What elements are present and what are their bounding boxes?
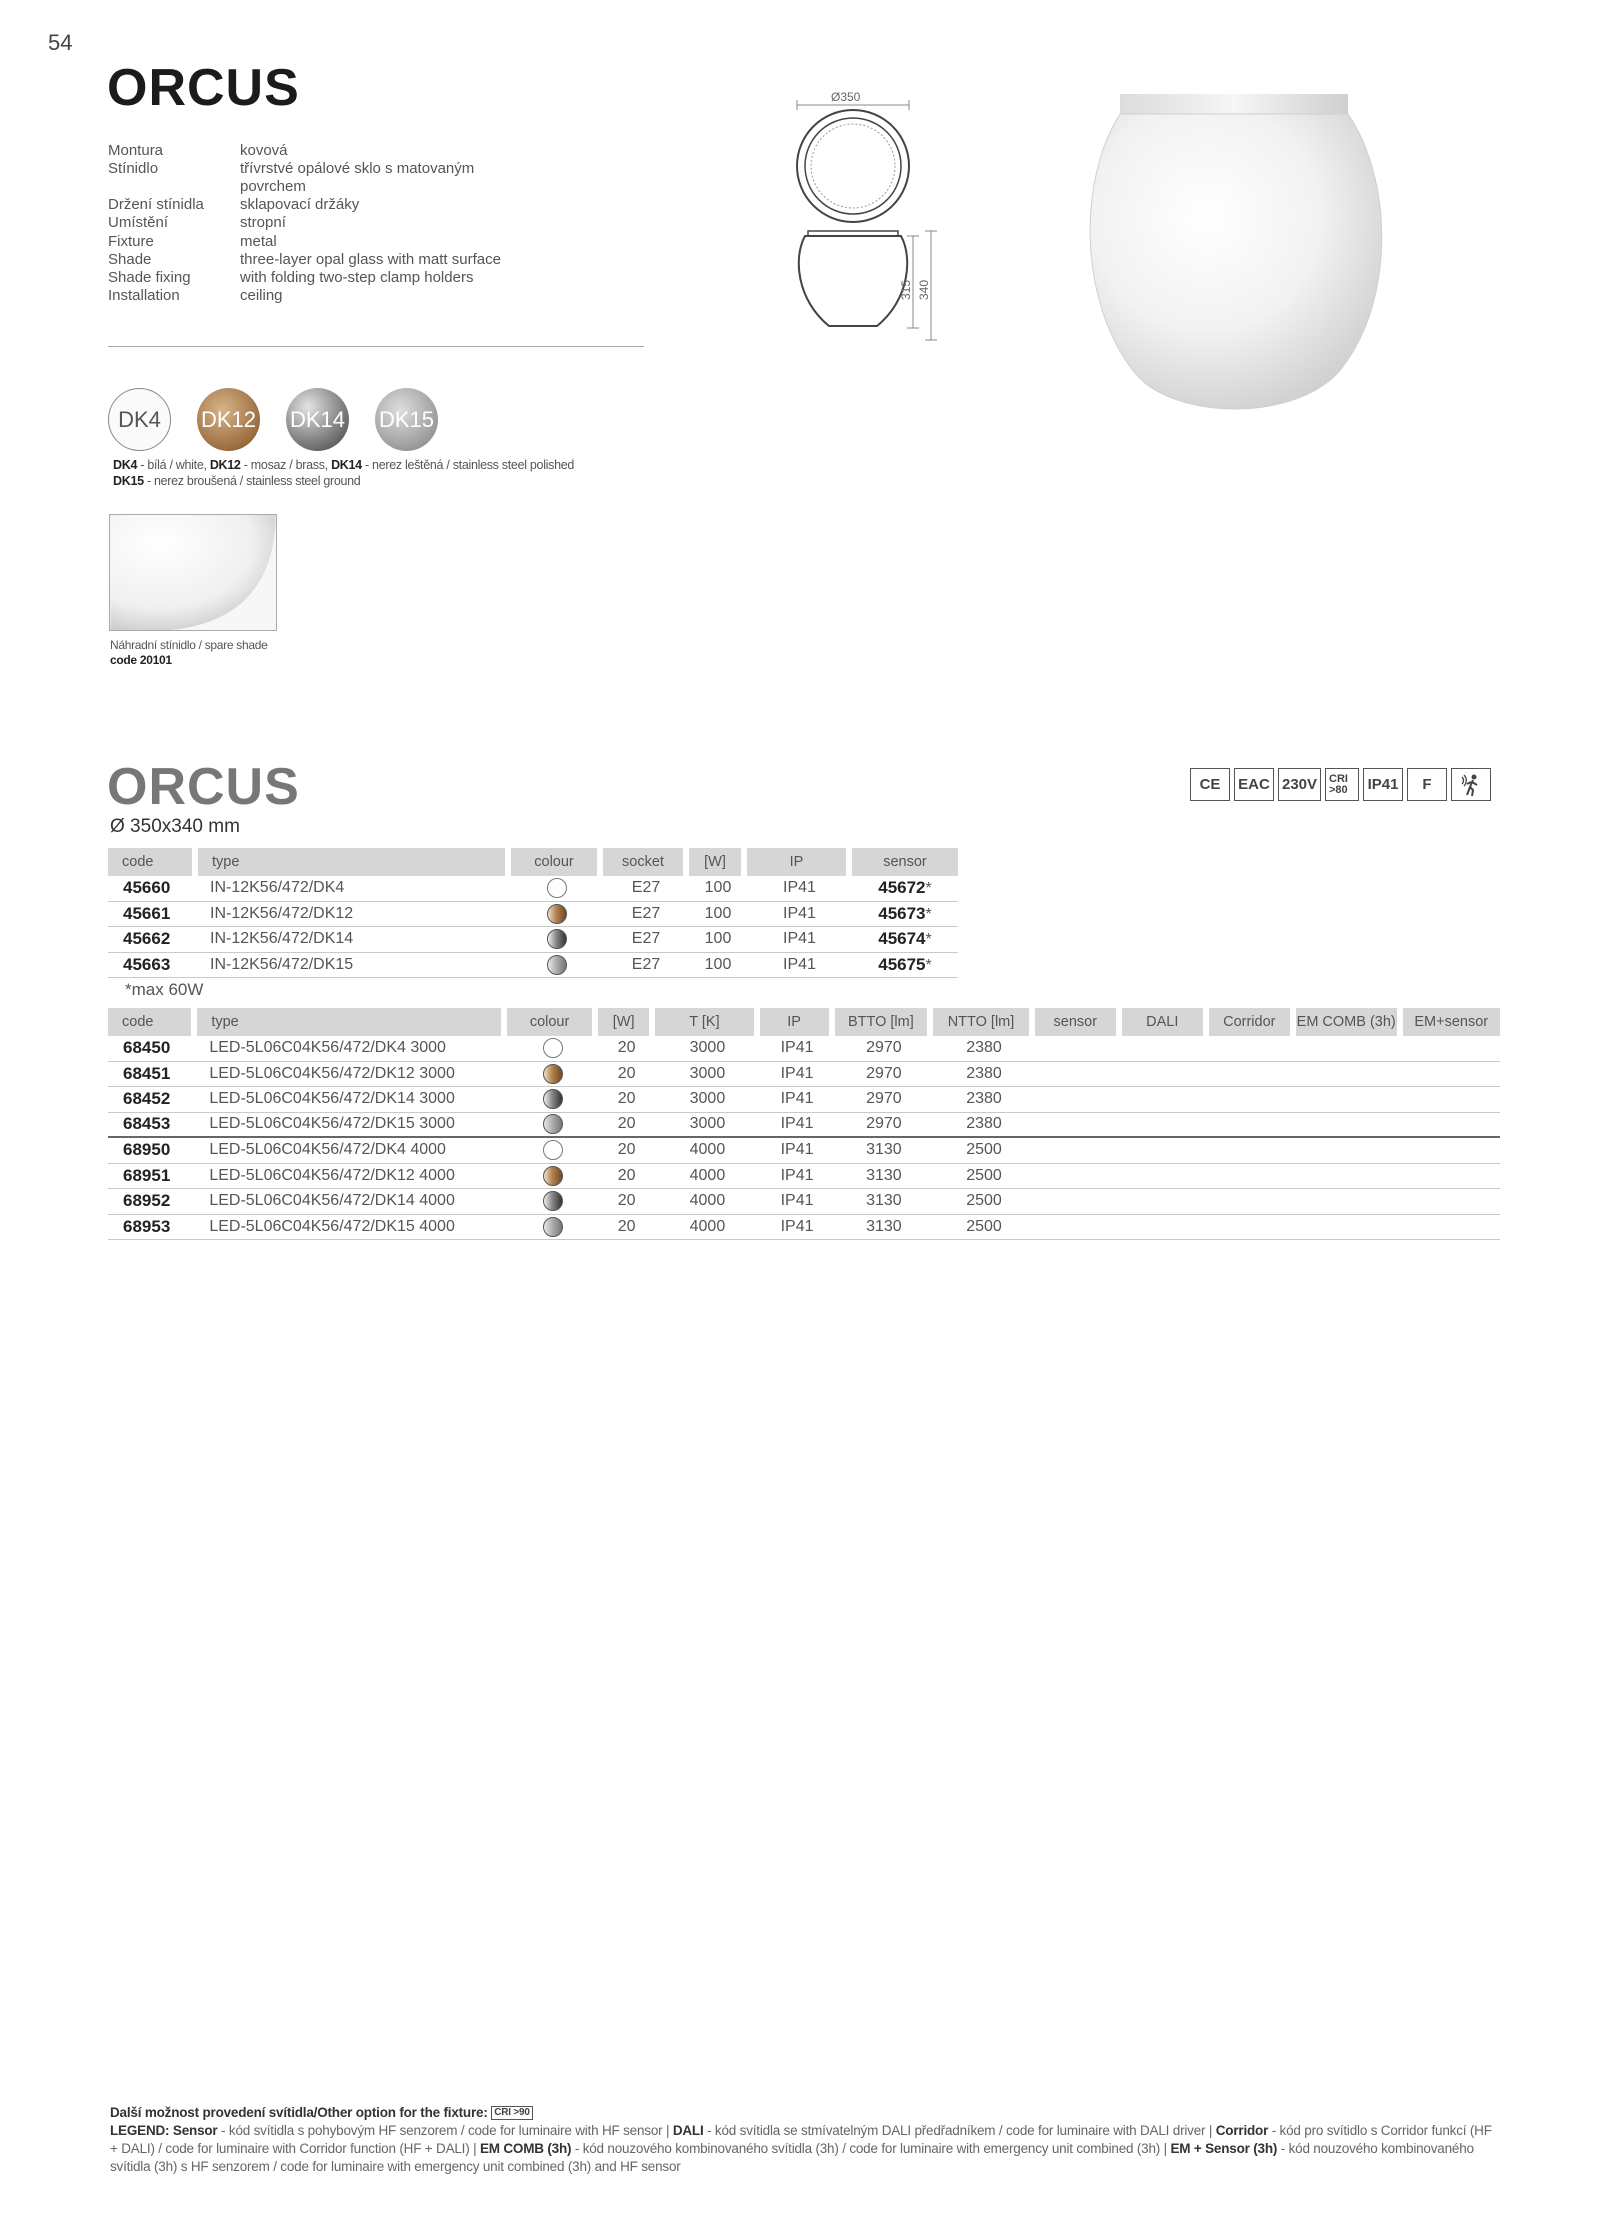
wattage-cell: 20 (598, 1138, 655, 1164)
type-cell: LED-5L06C04K56/472/DK4 4000 (197, 1138, 507, 1164)
code-cell: 45663 (108, 953, 198, 979)
sensor-cell (852, 876, 958, 902)
colour-cell (507, 1087, 598, 1113)
swatch-dk4: DK4 (108, 388, 171, 451)
temperature-cell: 4000 (655, 1215, 759, 1241)
spec-row (108, 251, 528, 269)
temperature-cell: 3000 (655, 1036, 759, 1062)
table-row (108, 902, 958, 928)
code-cell: 68451 (108, 1062, 197, 1088)
height-315-label: 315 (899, 279, 913, 300)
ip-cell: IP41 (760, 1138, 835, 1164)
code-cell: 68450 (108, 1036, 197, 1062)
eac-mark-icon: EAC (1234, 768, 1274, 801)
option-cell (1035, 1164, 1122, 1190)
page-number: 54 (48, 30, 73, 55)
column-header: NTTO [lm] (933, 1008, 1035, 1036)
code-cell: 68452 (108, 1087, 197, 1113)
spec-label: Shade (108, 251, 152, 268)
btto-cell: 3130 (835, 1215, 934, 1241)
swatch-dk15: DK15 (375, 388, 438, 451)
sensor-star: * (925, 880, 932, 898)
option-cell (1296, 1138, 1403, 1164)
column-header: BTTO [lm] (835, 1008, 934, 1036)
table-row (108, 1087, 1500, 1113)
option-cell (1122, 1087, 1209, 1113)
spare-shade-image (109, 514, 277, 631)
sensor-cell (852, 902, 958, 928)
temperature-cell: 4000 (655, 1189, 759, 1215)
spec-label: Umístění (108, 214, 169, 231)
option-cell (1035, 1189, 1122, 1215)
option-cell (1035, 1087, 1122, 1113)
socket-cell: E27 (603, 876, 689, 902)
column-header: IP (760, 1008, 835, 1036)
option-cell (1296, 1215, 1403, 1241)
code-cell: 68951 (108, 1164, 197, 1190)
wattage-cell: 20 (598, 1113, 655, 1139)
sensor-star: * (925, 905, 932, 923)
column-header: code (108, 848, 198, 876)
option-cell (1035, 1113, 1122, 1139)
sensor-code: 45674 (878, 929, 926, 949)
option-cell (1403, 1164, 1501, 1190)
wattage-cell: 20 (598, 1164, 655, 1190)
type-cell: LED-5L06C04K56/472/DK14 3000 (197, 1087, 507, 1113)
colour-cell (507, 1215, 598, 1241)
spec-value: kovová (240, 142, 288, 159)
spec-label: Montura (108, 142, 164, 159)
cri-icon: CRI >80 (1325, 768, 1359, 801)
colour-dot-icon (543, 1140, 563, 1160)
type-cell: LED-5L06C04K56/472/DK4 3000 (197, 1036, 507, 1062)
temperature-cell: 4000 (655, 1164, 759, 1190)
colour-dot-icon (547, 955, 567, 975)
spec-label: Installation (108, 287, 180, 304)
column-header: IP (747, 848, 852, 876)
column-header: T [K] (655, 1008, 759, 1036)
ip-cell: IP41 (747, 876, 852, 902)
wattage-cell: 100 (689, 876, 747, 902)
spec-value: with folding two-step clamp holders (240, 269, 474, 286)
column-header: colour (507, 1008, 598, 1036)
socket-cell: E27 (603, 927, 689, 953)
spec-row (108, 160, 528, 196)
spec-label: Stínidlo (108, 160, 159, 177)
ntto-cell: 2380 (933, 1113, 1035, 1139)
ip-cell: IP41 (747, 927, 852, 953)
type-cell: LED-5L06C04K56/472/DK14 4000 (197, 1189, 507, 1215)
option-cell (1403, 1036, 1501, 1062)
colour-cell (507, 1036, 598, 1062)
spare-shade-caption: Náhradní stínidlo / spare shade code 20101 (110, 638, 268, 667)
diameter-label: Ø350 (831, 90, 861, 104)
sensor-star: * (925, 931, 932, 949)
option-cell (1403, 1062, 1501, 1088)
product-photo (1062, 88, 1412, 428)
sensor-cell (852, 953, 958, 979)
spec-row (108, 269, 528, 287)
code-cell: 68953 (108, 1215, 197, 1241)
ip-cell: IP41 (747, 902, 852, 928)
colour-dot-icon (547, 929, 567, 949)
ntto-cell: 2380 (933, 1062, 1035, 1088)
spec-row (108, 196, 528, 214)
column-header: sensor (852, 848, 958, 876)
colour-swatches (108, 388, 438, 451)
ntto-cell: 2380 (933, 1036, 1035, 1062)
column-header: [W] (689, 848, 747, 876)
spec-label: Fixture (108, 233, 154, 250)
swatch-dk12: DK12 (197, 388, 260, 451)
wattage-cell: 20 (598, 1036, 655, 1062)
option-cell (1209, 1087, 1296, 1113)
ip-cell: IP41 (747, 953, 852, 979)
option-cell (1296, 1189, 1403, 1215)
wattage-cell: 20 (598, 1215, 655, 1241)
colour-dot-icon (543, 1166, 563, 1186)
table-row (108, 1215, 1500, 1241)
ip-rating-icon: IP41 (1363, 768, 1403, 801)
colour-cell (507, 1189, 598, 1215)
spec-value: ceiling (240, 287, 283, 304)
option-cell (1209, 1036, 1296, 1062)
btto-cell: 2970 (835, 1087, 934, 1113)
temperature-cell: 3000 (655, 1087, 759, 1113)
ntto-cell: 2500 (933, 1215, 1035, 1241)
option-cell (1209, 1164, 1296, 1190)
column-header: colour (511, 848, 603, 876)
btto-cell: 3130 (835, 1164, 934, 1190)
btto-cell: 3130 (835, 1138, 934, 1164)
colour-dot-icon (547, 904, 567, 924)
sensor-code: 45675 (878, 954, 926, 974)
column-header: type (198, 848, 511, 876)
colour-cell (507, 1138, 598, 1164)
swatch-legend: DK4 - bílá / white, DK12 - mosaz / brass, DK14 - nerez leštěná / stainless steel polished DK15 - nerez broušená / stainless steel ground (113, 458, 575, 488)
table-row (108, 1164, 1500, 1190)
ip-cell: IP41 (760, 1113, 835, 1139)
colour-cell (507, 1062, 598, 1088)
option-cell (1296, 1164, 1403, 1190)
option-cell (1209, 1138, 1296, 1164)
code-cell: 68453 (108, 1113, 197, 1139)
option-cell (1296, 1036, 1403, 1062)
spec-row (108, 214, 528, 232)
colour-dot-icon (547, 878, 567, 898)
colour-dot-icon (543, 1038, 563, 1058)
wattage-cell: 20 (598, 1062, 655, 1088)
product-title: ORCUS (107, 758, 300, 816)
option-cell (1035, 1138, 1122, 1164)
type-cell: IN-12K56/472/DK4 (198, 876, 511, 902)
sensor-code: 45673 (878, 903, 926, 923)
page-title: ORCUS (107, 59, 300, 117)
code-cell: 68950 (108, 1138, 197, 1164)
table-row (108, 927, 958, 953)
option-cell (1296, 1062, 1403, 1088)
option-cell (1122, 1215, 1209, 1241)
temperature-cell: 3000 (655, 1113, 759, 1139)
code-cell: 45662 (108, 927, 198, 953)
option-cell (1122, 1113, 1209, 1139)
colour-cell (511, 902, 603, 928)
divider (108, 346, 644, 347)
ip-cell: IP41 (760, 1087, 835, 1113)
option-cell (1403, 1113, 1501, 1139)
column-header: DALI (1122, 1008, 1209, 1036)
type-cell: LED-5L06C04K56/472/DK15 3000 (197, 1113, 507, 1139)
spec-row (108, 142, 528, 160)
type-cell: LED-5L06C04K56/472/DK12 4000 (197, 1164, 507, 1190)
table-row (108, 1062, 1500, 1088)
spec-label: Držení stínidla (108, 196, 204, 213)
option-cell (1122, 1164, 1209, 1190)
colour-dot-icon (543, 1064, 563, 1084)
product-dimensions: Ø 350x340 mm (110, 816, 240, 837)
table-led (108, 1008, 1500, 1240)
spec-row (108, 233, 528, 251)
temperature-cell: 3000 (655, 1062, 759, 1088)
table-row (108, 1189, 1500, 1215)
colour-cell (507, 1164, 598, 1190)
f-mark-icon: F (1407, 768, 1447, 801)
option-cell (1209, 1113, 1296, 1139)
column-header: EM+sensor (1403, 1008, 1501, 1036)
spec-value: three-layer opal glass with matt surface (240, 251, 501, 268)
ip-cell: IP41 (760, 1215, 835, 1241)
ntto-cell: 2500 (933, 1164, 1035, 1190)
cri90-badge: CRI >90 (491, 2106, 533, 2120)
table-row (108, 953, 958, 979)
spec-label: Shade fixing (108, 269, 191, 286)
table-row (108, 1036, 1500, 1062)
column-header: Corridor (1209, 1008, 1296, 1036)
btto-cell: 2970 (835, 1036, 934, 1062)
table-row (108, 876, 958, 902)
wattage-cell: 100 (689, 927, 747, 953)
wattage-cell: 100 (689, 953, 747, 979)
swatch-dk14: DK14 (286, 388, 349, 451)
voltage-icon: 230V (1278, 768, 1321, 801)
table-incandescent (108, 848, 958, 978)
ip-cell: IP41 (760, 1189, 835, 1215)
wattage-cell: 100 (689, 902, 747, 928)
certification-icons (1190, 768, 1491, 801)
option-cell (1035, 1062, 1122, 1088)
option-cell (1122, 1138, 1209, 1164)
code-cell: 45661 (108, 902, 198, 928)
technical-drawing (785, 88, 960, 348)
option-cell (1209, 1215, 1296, 1241)
colour-cell (507, 1113, 598, 1139)
temperature-cell: 4000 (655, 1138, 759, 1164)
option-cell (1296, 1087, 1403, 1113)
option-cell (1209, 1189, 1296, 1215)
colour-dot-icon (543, 1089, 563, 1109)
table-row (108, 1113, 1500, 1139)
ntto-cell: 2500 (933, 1138, 1035, 1164)
ip-cell: IP41 (760, 1036, 835, 1062)
colour-cell (511, 953, 603, 979)
type-cell: LED-5L06C04K56/472/DK15 4000 (197, 1215, 507, 1241)
btto-cell: 2970 (835, 1062, 934, 1088)
option-cell (1209, 1062, 1296, 1088)
colour-cell (511, 927, 603, 953)
option-cell (1403, 1138, 1501, 1164)
option-cell (1122, 1036, 1209, 1062)
table-row (108, 1138, 1500, 1164)
option-cell (1035, 1215, 1122, 1241)
option-cell (1122, 1062, 1209, 1088)
option-cell (1122, 1189, 1209, 1215)
type-cell: IN-12K56/472/DK12 (198, 902, 511, 928)
btto-cell: 3130 (835, 1189, 934, 1215)
colour-dot-icon (543, 1114, 563, 1134)
wattage-cell: 20 (598, 1189, 655, 1215)
spec-value: metal (240, 233, 277, 250)
option-cell (1296, 1113, 1403, 1139)
ip-cell: IP41 (760, 1164, 835, 1190)
spec-value: sklapovací držáky (240, 196, 360, 213)
column-header: EM COMB (3h) (1296, 1008, 1403, 1036)
ntto-cell: 2500 (933, 1189, 1035, 1215)
specs-cz (108, 142, 528, 232)
footer-legend: Další možnost provedení svítidla/Other option for the fixture: CRI >90 LEGEND: Sensor - kód svítidla s pohybovým HF senzorem / code for luminaire with HF sensor | DALI - kód svítidla se stmívatelným DALI předřadníkem / code for luminaire with DALI driver | Corridor - kód pro svítidlo s Corridor funkcí (HF + DALI) / code for luminaire with Corridor function (HF + DALI) | EM COMB (3h) - kód nouzového kombinovaného svítidla (3h) / code for luminaire with emergency unit combined (3h) | EM + Sensor (3h) - kód nouzového kombinovaného svítidla (3h) s HF senzorem / code for luminaire with emergency unit combined (3h) and HF sensor (110, 2105, 1492, 2174)
column-header: socket (603, 848, 689, 876)
spec-value: třívrstvé opálové sklo s matovaným povrchem (240, 160, 475, 195)
socket-cell: E27 (603, 953, 689, 979)
ntto-cell: 2380 (933, 1087, 1035, 1113)
spec-row (108, 287, 528, 305)
code-cell: 45660 (108, 876, 198, 902)
column-header: code (108, 1008, 197, 1036)
code-cell: 68952 (108, 1189, 197, 1215)
colour-dot-icon (543, 1217, 563, 1237)
option-cell (1403, 1087, 1501, 1113)
column-header: type (197, 1008, 507, 1036)
motion-sensor-icon (1451, 768, 1491, 801)
spec-value: stropní (240, 214, 286, 231)
sensor-code: 45672 (878, 878, 926, 898)
option-cell (1403, 1215, 1501, 1241)
column-header: [W] (598, 1008, 655, 1036)
wattage-cell: 20 (598, 1087, 655, 1113)
option-cell (1403, 1189, 1501, 1215)
column-header: sensor (1035, 1008, 1122, 1036)
btto-cell: 2970 (835, 1113, 934, 1139)
type-cell: IN-12K56/472/DK14 (198, 927, 511, 953)
specs-en (108, 233, 528, 305)
colour-cell (511, 876, 603, 902)
sensor-cell (852, 927, 958, 953)
option-cell (1035, 1036, 1122, 1062)
type-cell: IN-12K56/472/DK15 (198, 953, 511, 979)
socket-cell: E27 (603, 902, 689, 928)
height-340-label: 340 (917, 279, 931, 300)
sensor-star: * (925, 956, 932, 974)
ip-cell: IP41 (760, 1062, 835, 1088)
type-cell: LED-5L06C04K56/472/DK12 3000 (197, 1062, 507, 1088)
colour-dot-icon (543, 1191, 563, 1211)
max-wattage-note: *max 60W (125, 980, 204, 999)
ce-mark-icon: CE (1190, 768, 1230, 801)
